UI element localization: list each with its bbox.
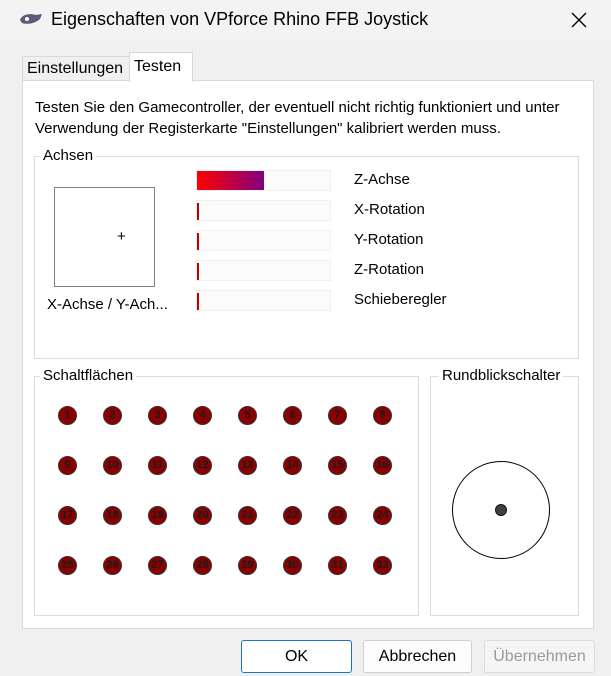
controller-button-indicator: 15 bbox=[328, 456, 347, 475]
controller-button-indicator: 5 bbox=[238, 406, 257, 425]
axis-bar-fill bbox=[197, 171, 264, 190]
controller-button-indicator: 4 bbox=[193, 406, 212, 425]
title-bar bbox=[0, 0, 611, 40]
controller-button-indicator: 27 bbox=[148, 556, 167, 575]
axis-bar-marker bbox=[197, 233, 199, 250]
controller-button-indicator: 30 bbox=[283, 556, 302, 575]
axis-bar-label: Y-Rotation bbox=[354, 231, 424, 248]
buttons-group bbox=[34, 367, 419, 616]
pov-title: Rundblickschalter bbox=[439, 367, 563, 385]
apply-button[interactable]: Übernehmen bbox=[484, 640, 595, 673]
xy-axis-display bbox=[54, 187, 155, 287]
tab-einstellungen[interactable]: Einstellungen bbox=[22, 56, 130, 80]
tab-testen[interactable]: Testen bbox=[129, 52, 193, 82]
controller-button-indicator: 23 bbox=[328, 506, 347, 525]
controller-button-indicator: 2 bbox=[103, 406, 122, 425]
controller-button-indicator: 31 bbox=[328, 556, 347, 575]
controller-button-indicator: 32 bbox=[373, 556, 392, 575]
controller-button-indicator: 24 bbox=[373, 506, 392, 525]
axis-bar bbox=[196, 230, 331, 251]
description-text: Testen Sie den Gamecontroller, der eventuell nicht richtig funktioniert und unter Verwendung der Registerkarte "Einstellungen" kalibriert werden muss. bbox=[35, 99, 560, 137]
axis-bar bbox=[196, 200, 331, 221]
controller-button-indicator: 9 bbox=[58, 456, 77, 475]
controller-button-indicator: 21 bbox=[238, 506, 257, 525]
pov-group bbox=[430, 367, 579, 616]
xy-crosshair: + bbox=[117, 228, 126, 245]
controller-button-indicator: 14 bbox=[283, 456, 302, 475]
axes-group bbox=[34, 147, 579, 359]
controller-button-indicator: 19 bbox=[148, 506, 167, 525]
controller-button-indicator: 26 bbox=[103, 556, 122, 575]
axes-title: Achsen bbox=[40, 147, 96, 165]
window-title: Eigenschaften von VPforce Rhino FFB Joystick bbox=[51, 9, 429, 29]
controller-button-indicator: 12 bbox=[193, 456, 212, 475]
xy-axis-label: X-Achse / Y-Ach... bbox=[47, 296, 168, 313]
controller-button-indicator: 20 bbox=[193, 506, 212, 525]
close-button[interactable] bbox=[558, 4, 600, 36]
axis-bar-marker bbox=[197, 293, 199, 310]
pov-display bbox=[452, 461, 550, 559]
controller-button-indicator: 13 bbox=[238, 456, 257, 475]
axis-bar bbox=[196, 170, 331, 191]
axis-bar-marker bbox=[197, 203, 199, 220]
controller-button-indicator: 1 bbox=[58, 406, 77, 425]
ok-button[interactable]: OK bbox=[241, 640, 352, 673]
controller-button-indicator: 3 bbox=[148, 406, 167, 425]
cancel-button[interactable]: Abbrechen bbox=[363, 640, 472, 673]
close-icon bbox=[571, 12, 587, 28]
axis-bar bbox=[196, 290, 331, 311]
test-panel bbox=[22, 80, 594, 629]
controller-button-indicator: 11 bbox=[148, 456, 167, 475]
controller-button-indicator: 10 bbox=[103, 456, 122, 475]
controller-button-indicator: 8 bbox=[373, 406, 392, 425]
joystick-icon bbox=[18, 11, 44, 29]
controller-button-indicator: 29 bbox=[238, 556, 257, 575]
controller-button-indicator: 17 bbox=[58, 506, 77, 525]
axis-bar-label: X-Rotation bbox=[354, 201, 425, 218]
axis-bar-label: Z-Achse bbox=[354, 171, 410, 188]
controller-button-indicator: 6 bbox=[283, 406, 302, 425]
axis-bar-label: Z-Rotation bbox=[354, 261, 425, 278]
controller-button-indicator: 28 bbox=[193, 556, 212, 575]
buttons-title: Schaltflächen bbox=[40, 367, 136, 385]
axis-bar bbox=[196, 260, 331, 281]
controller-button-indicator: 18 bbox=[103, 506, 122, 525]
controller-button-indicator: 16 bbox=[373, 456, 392, 475]
controller-button-indicator: 7 bbox=[328, 406, 347, 425]
axis-bar-marker bbox=[197, 263, 199, 280]
controller-button-indicator: 25 bbox=[58, 556, 77, 575]
axis-bar-label: Schieberegler bbox=[354, 291, 447, 308]
pov-indicator bbox=[495, 504, 507, 516]
controller-button-indicator: 22 bbox=[283, 506, 302, 525]
